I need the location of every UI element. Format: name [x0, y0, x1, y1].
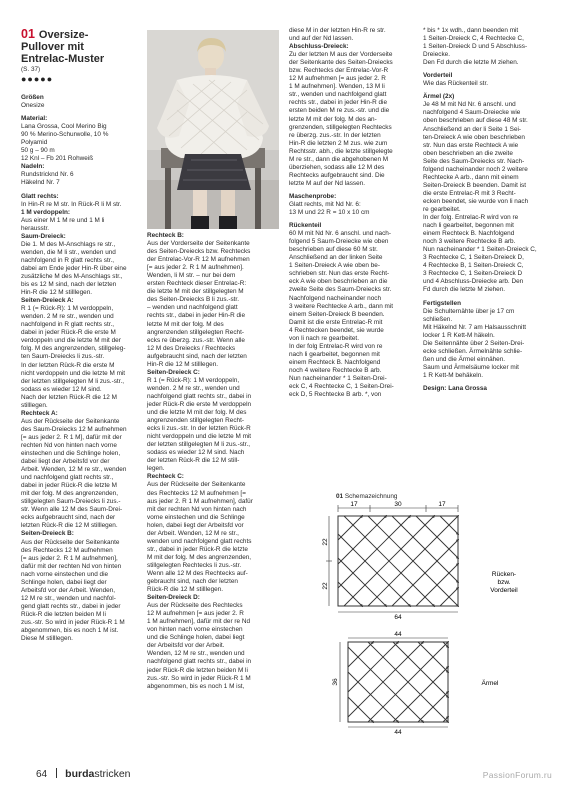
grid-arrow [348, 672, 398, 722]
text-line: aufgebraucht sind, nach der letzten [147, 352, 247, 360]
grid-arrow [348, 642, 373, 667]
text-line: M mit der folg. M des angrenzenden, [147, 553, 252, 561]
text-line: Die Schulternähte über je 17 cm [423, 307, 515, 315]
text-line: einem Seiten-Dreieck B beenden. [289, 310, 385, 318]
page-number: 64 [36, 769, 48, 780]
pattern-number: 01 [21, 27, 35, 41]
text-line: In der folg Entrelac-R wird von re [289, 342, 383, 350]
text-line: Den Fd durch die letzte M ziehen. [423, 59, 519, 67]
text-line: Arbeit. Wenden, 12 M re str., wenden [21, 466, 127, 474]
text-line: eck A wie oben beschrieben an die [289, 278, 388, 286]
back-label-3: Vorderteil [490, 587, 518, 594]
text-line: oben beschrieben auf diese 48 M str. [423, 117, 528, 125]
grid-arrow [338, 558, 386, 606]
text-line: rechten Nd von hinten nach vorne [21, 441, 117, 449]
text-line: die letzte M mit der stillgelegten M [147, 288, 244, 296]
text-line: dafür mit der rechten Nd von hinten [21, 562, 122, 570]
text-line: 1 M aufnehmen]. Wenden, 13 M li [289, 83, 385, 91]
model-photo [147, 30, 279, 229]
grid-arrow [348, 647, 423, 722]
text-line: Nach der letzten Rück-R die 12 M [21, 393, 117, 401]
text-line: noch 3 weitere Rechtecke B arb. [423, 238, 516, 246]
text-line: herausstr. [21, 224, 50, 232]
section-heading: Seiten-Dreieck D: [147, 594, 200, 602]
text-line: zweite Seite des Saum-Dreiecks str. [289, 286, 392, 294]
section-heading: Rechteck B: [147, 232, 184, 239]
back-dim-top-left: 17 [350, 501, 358, 508]
text-line: des Rechtecks 12 M aufnehmen [= [147, 489, 246, 497]
text-line: wenden, die M li str., wenden und [21, 248, 116, 256]
text-line: ersten Rechteck dieser Entrelac-R: [147, 280, 247, 288]
text-line: Nachfolgend nacheinander noch [289, 294, 382, 302]
grid-arrow [338, 516, 362, 540]
text-line: folg. M des angrenzenden, stillgeleg- [21, 345, 126, 353]
text-line: Nun nacheinander * 1 Seiten-Drei- [289, 374, 387, 382]
text-line: In der folg. Entrelac-R wird von re [423, 214, 519, 222]
text-line: der letzten stillgelegten M li zus.-str., [147, 441, 251, 449]
text-line: Die Seitennähte über 2 Seiten-Drei- [423, 339, 525, 347]
text-line: 1 M aufnehmen], dafür mit der re Nd [147, 618, 251, 626]
section-heading: Seiten-Dreieck A: [21, 297, 74, 305]
text-line: ecks re überzg. zus.-str. Wenn alle [147, 336, 245, 344]
text-line: str., wenden und nachfolgend glatt [289, 91, 387, 99]
section-heading: Rückenteil [289, 222, 322, 230]
text-line: ßen und die Ärmel einnähen. [423, 355, 506, 363]
grid-arrow [338, 516, 410, 588]
column-3 [289, 27, 419, 399]
text-line: 13 M und 22 R = 10 x 10 cm [289, 209, 370, 217]
text-line: Diese M stilllegen. [21, 635, 73, 643]
text-line: nachfolgend in R glatt rechts str., [21, 321, 115, 329]
sleeve-label: Ärmel [481, 680, 499, 687]
text-line: Saum und Ärmelsäume locker mit [423, 363, 519, 371]
back-dim-bottom: 64 [394, 614, 402, 621]
grid-arrow [338, 582, 362, 606]
text-line: Rück-R die letzten beiden M li [21, 610, 106, 618]
text-line: stillgelegten Rechtecks li zus.-str. [147, 561, 242, 569]
text-line: re gearbeitet. [423, 205, 461, 213]
text-line: Arbeitsfd vor der Arbeit. Wenden, [21, 586, 116, 594]
text-line: mit der folg. M des angrenzenden, [21, 490, 118, 498]
text-line: Nun nacheinander * 1 Seiten-Dreieck C, [423, 246, 537, 254]
sleeve-dim-bottom: 44 [394, 729, 402, 736]
text-line: str., dabei in jeder Rück-R die letzte [147, 545, 248, 553]
text-line: dabei in jeder Rück-R die erste M [21, 329, 116, 337]
text-line: gend glatt rechts str., dabei in jeder [21, 602, 121, 610]
text-line: sodass es wieder 12 M sind. [21, 385, 102, 393]
back-label-2: bzw. [497, 579, 511, 586]
text-line: wenden. 2 M re str., wenden und [147, 384, 240, 392]
text-line: des Seiten-Dreiecks bzw. Rechtecks [147, 248, 251, 256]
section-heading: Rechteck A: [21, 409, 58, 417]
text-line: 12 M des Dreiecks / Rechtecks [147, 344, 236, 352]
text-line: und auf der Nd lassen. [289, 35, 354, 43]
text-line: und die letzte M mit der folg. M des [147, 409, 247, 417]
text-line: abgenommen, bis es noch 1 M ist. [21, 627, 119, 635]
text-line: beschrieben auf diese 60 M str. [289, 246, 378, 254]
text-line: zus.-str. So wird in jeder Rück-R 1 M [147, 674, 251, 682]
text-line: überziehen, sodass alle 12 M des [289, 163, 385, 171]
watermark: PassionForum.ru [482, 770, 552, 780]
text-line: Hin-R die letzten 2 M zus. wie zum [289, 139, 388, 147]
text-line: folgend nacheinander noch 2 weitere [423, 165, 528, 173]
text-line: der letzten Rück-R die 12 M still- [147, 457, 240, 465]
text-line: nachfolgend 4 Saum-Dreiecke wie [423, 109, 521, 117]
text-line: oben beschrieben an die zweite [423, 149, 513, 157]
text-line: ten Saum-Dreiecks li zus.-str. [21, 353, 105, 361]
text-line: einstechen und die Schlinge holen, [21, 450, 121, 458]
text-line: 4 Rechtecke B, 1 Seiten-Dreieck C, [423, 262, 524, 270]
section-heading: Maschenprobe: [289, 192, 337, 200]
text-line: Wenden, li M str. – nur bei dem [147, 272, 236, 280]
text-line: und die Schlinge holen, dabei liegt [147, 634, 245, 642]
text-line: des Rechtecks 12 M aufnehmen [21, 546, 113, 554]
text-line: Anschließend an der li Seite 1 Sei- [423, 125, 522, 133]
text-line: dabei am Ende jeder Hin-R über eine [21, 264, 127, 272]
back-dim-top-mid: 30 [394, 501, 402, 508]
text-line: ecks li zus.-str. In der letzten Rück-R [147, 425, 251, 433]
text-line: schließen. [423, 315, 453, 323]
text-line: letzte M mit der folg. M des an- [289, 115, 377, 123]
text-line: nicht verdoppeln und die letzte M mit [21, 369, 126, 377]
text-line: R 1 (= Rück-R): 1 M verdoppeln, [147, 376, 240, 384]
text-line: wenden. 2 M re str., wenden und [21, 313, 114, 321]
text-line: angrenzenden stillgelegten Recht- [147, 417, 244, 425]
grid-arrow [348, 642, 423, 717]
text-line: 12 M aufnehmen [= aus jeder 2. R [289, 75, 386, 83]
text-line: einem Rechteck B. Nachfolgend [289, 358, 381, 366]
grid-arrow [338, 516, 386, 564]
text-line: grenzenden, stillgelegten Rechtecks [289, 123, 392, 131]
section-heading: Glatt rechts: [21, 192, 59, 200]
text-line: In der letzten Rück-R die erste M [21, 361, 115, 369]
schematic [336, 493, 397, 500]
text-line: 1 R Kett-M behäkeln. [423, 371, 484, 379]
section-heading: Saum-Dreieck: [21, 232, 66, 240]
text-line: des Seiten-Dreiecks B li zus.-str. [147, 296, 239, 304]
text-line: [= aus jeder 2. R 1 M aufnehmen]. [147, 264, 244, 272]
schematic-number: 01 [336, 493, 344, 500]
section-heading: Nadeln: [21, 163, 45, 171]
text-line: [= aus jeder 2. R 1 M aufnehmen], [21, 554, 118, 562]
text-line: jeder Rück-R die erste M verdoppeln [147, 400, 252, 408]
brand-name: burda [65, 768, 95, 780]
text-line: Dreiecke. [423, 51, 450, 59]
text-line: rechts str., dabei in jeder Hin-R die [289, 99, 388, 107]
section-heading: Vorderteil [423, 72, 453, 80]
sleeve-panel [332, 631, 499, 736]
text-line: str. Nun das erste Rechteck A wie [423, 141, 519, 149]
text-line: Aus der Rückseite der Seitenkante [147, 481, 246, 489]
grid-arrow [348, 642, 398, 692]
text-line: von li nach re gearbeitet. [289, 334, 359, 342]
section-heading: Design: Lana Grossa [423, 384, 487, 392]
section-heading: Größen [21, 94, 44, 101]
sleeve-dim-top: 44 [394, 631, 402, 638]
text-line: legen. [147, 465, 165, 473]
text-line: diese M in der letzten Hin-R re str. [289, 27, 386, 34]
text-line: abgenommen, bis es noch 1 M ist, [147, 682, 245, 690]
text-line: bzw. Rechtecks der Entrelac-Vor-R [289, 67, 389, 75]
text-line: Damit ist die erste Entrelac-R mit [289, 318, 383, 326]
text-line: 12 M aufnehmen [= aus jeder 2. R [147, 610, 244, 618]
schematic-title: Schemazeichnung [344, 493, 398, 500]
section-heading: Seiten-Dreieck B: [21, 530, 74, 538]
text-line: holen, dabei liegt der Arbeitsfd vor [147, 521, 244, 529]
back-dim-side-lower: 22 [322, 582, 329, 590]
text-line: Wie das Rückenteil str. [423, 80, 488, 88]
text-line: Seite des Saum-Dreiecks str. Nach- [423, 157, 525, 165]
text-line: einem Rechteck B. Nachfolgend [423, 230, 515, 238]
text-line: Anschließend an der linken Seite [289, 254, 383, 262]
text-line: M re str., dann die abgehobenen M [289, 155, 389, 163]
page-footer [36, 768, 131, 780]
text-line: locker 1 R Kett-M häkeln. [423, 331, 495, 339]
text-line: nachfolgend in R glatt rechts str., [21, 256, 115, 264]
text-line: 90 % Merino-Schurwolle, 10 % [21, 131, 109, 139]
text-line: Rechtecke A arb., dann mit einem [423, 173, 519, 181]
page-reference: (S. 37) [21, 66, 41, 73]
text-line: folgend 5 Saum-Dreiecke wie oben [289, 238, 389, 246]
text-line: nicht verdoppeln und die letzte M mit [147, 433, 252, 441]
text-line: der letzten stillgelegten M li zus.-str., [21, 377, 125, 385]
section-heading: Fertigstellen [423, 299, 461, 307]
title-block [21, 27, 104, 84]
sleeve-dim-side: 36 [332, 678, 339, 686]
text-line: dabei in jeder Rück-R die letzte M [21, 482, 117, 490]
section-heading: Rechteck C: [147, 473, 184, 481]
text-line: Hin-R die 12 M stilllegen. [147, 360, 219, 368]
text-line: nach vorne einstechen und die [21, 570, 109, 578]
text-line: 4 Rechtecken beendet, sie wurde [289, 326, 384, 334]
text-line: letzten Rück-R die 12 M stilllegen. [21, 522, 118, 530]
text-line: 12 M re str., wenden und nachfol- [21, 594, 116, 602]
back-panel [322, 501, 518, 621]
text-line: dabei liegt der Arbeitsfd vor der [21, 458, 110, 466]
text-line: der Arbeitsfd vor der Arbeit. [147, 642, 225, 650]
text-line: letzte M mit der folg. M des [147, 320, 224, 328]
text-line: nach li gearbeitet, begonnen mit [423, 222, 514, 230]
schematic-drawing [318, 500, 548, 770]
text-line: Glatt rechts, mit Nd Nr. 6: [289, 200, 361, 208]
text-line: ecks aufgebraucht sind, nach der [21, 514, 116, 522]
difficulty-dots: ●●●●● [21, 74, 54, 84]
text-line: ersten beiden M re zus.-str. und die [289, 107, 390, 115]
text-line: Wenn alle 12 M des Rechtecks auf- [147, 569, 248, 577]
text-line: Häkelnd Nr. 7 [21, 179, 60, 187]
column-2 [147, 232, 285, 691]
pattern-title-3: Entrelac-Muster [21, 53, 105, 65]
text-line: der Seitenkante des Seiten-Dreiecks [289, 59, 393, 67]
text-line: Rück-R die 12 M stilllegen. [147, 586, 224, 594]
text-line: Die 1. M des M-Anschlags re str., [21, 240, 116, 248]
text-line: 50 g – 90 m [21, 147, 55, 155]
back-label-1: Rücken- [491, 571, 517, 578]
text-line: letzte M auf der Nd lassen. [289, 179, 366, 187]
text-line: der Arbeit. Wenden, 12 M re str., [147, 529, 239, 537]
text-line: des Saum-Dreiecks 12 M aufnehmen [21, 425, 127, 433]
text-line: zus.-str. So wird in jeder Rück-R 1 M [21, 619, 125, 626]
text-line: Rechtecks aufgebraucht sind. Die [289, 171, 385, 179]
text-line: nachfolgend glatt rechts str., dabei in [147, 392, 252, 400]
text-line: Seiten-Dreieck B beenden. Damit ist [423, 181, 527, 189]
text-line: [= aus jeder 2. R 1 M], dafür mit der [21, 433, 122, 441]
text-line: ecken beendet, sie wurde von li nach [423, 197, 529, 205]
text-line: nach li gearbeitet, begonnen mit [289, 350, 380, 358]
text-line: sodass es wieder 12 M sind. Nach [147, 449, 245, 457]
text-line: 3 Rechtecke C, 1 Seiten-Dreieck D [423, 270, 523, 278]
text-line: stillgelegten Saum-Dreiecks li zus.- [21, 498, 121, 506]
text-line: 60 M mit Nd Nr. 6 anschl. und nach- [289, 230, 391, 238]
text-line: zusätzliche M des M-Anschlags str., [21, 272, 123, 280]
text-line: Aus einer M 1 M re und 1 M li [21, 216, 105, 224]
text-line: Schlinge holen, dabei liegt der [21, 578, 107, 586]
text-line: str. Wenn alle 12 M des Saum-Drei- [21, 506, 123, 514]
text-line: Aus der Rückseite des Rechtecks [147, 602, 243, 610]
text-line: re überzg. zus.-str. In der letzten [289, 131, 381, 139]
text-line: In Hin-R re M str. In Rück-R li M str. [21, 200, 122, 208]
text-line: 1 Seiten-Dreieck D und 5 Abschluss- [423, 43, 528, 51]
text-line: die erste Entrelac-R mit 3 Recht- [423, 189, 516, 197]
text-line: Aus der Rückseite der Seitenkante [21, 538, 120, 546]
text-line: und 4 Abschluss-Dreiecke arb. Den [423, 278, 524, 286]
text-line: Onesize [21, 102, 45, 110]
column-4 [423, 27, 553, 393]
text-line: Mit Häkelnd Nr. 7 am Halsausschnitt [423, 323, 526, 331]
text-line: vorne einstechen und die Schlinge [147, 513, 245, 521]
text-line: 12 Knl – Fb 201 Rohweiß [21, 155, 94, 163]
text-line: Aus der Rückseite der Seitenkante [21, 417, 120, 425]
text-line: mit der rechten Nd von hinten nach [147, 505, 247, 513]
text-line: aus jeder 2. R 1 M aufnehmen], dafür [147, 497, 253, 505]
text-line: der Entrelac-Vor-R 12 M aufnehmen [147, 256, 250, 264]
text-line: und nachfolgend glatt rechts str., [21, 474, 114, 482]
text-line: Rechtsstr. abh., die letzte stillgelegte [289, 147, 393, 155]
text-line: stilllegen. [21, 401, 48, 409]
text-line: Lana Grossa, Cool Merino Big [21, 123, 107, 131]
text-line: jeder Rück-R die letzten beiden M li [147, 666, 248, 674]
text-line: wenden und nachfolgend glatt rechts [147, 537, 252, 545]
text-line: Rundstricknd Nr. 6 [21, 171, 74, 179]
text-line: 1 Seiten-Dreieck C, 4 Rechtecke C, [423, 35, 524, 43]
text-line: von hinten nach vorne einstechen [147, 626, 243, 634]
text-line: * bis * 1x wdh., dann beenden mit [423, 27, 519, 34]
text-line: – wenden und nachfolgend glatt [147, 304, 238, 312]
text-line: Zu der letzten M aus der Vorderseite [289, 51, 393, 59]
text-line: gebraucht sind, nach der letzten [147, 578, 238, 586]
section-heading: Material: [21, 115, 48, 123]
section-heading: Ärmel (2x) [423, 93, 455, 101]
text-line: nachfolgend glatt rechts str., dabei in [147, 658, 252, 666]
pattern-title-1: Oversize- [38, 29, 89, 41]
text-line: schrieben str. Nun das erste Recht- [289, 270, 390, 278]
text-line: 3 Rechtecke C, 1 Seiten-Dreieck D, [423, 254, 524, 262]
text-line: ecke schließen. Ärmelnähte schlie- [423, 347, 523, 355]
text-line: Hin-R die 12 M stilllegen. [21, 289, 93, 297]
footer-divider [56, 768, 57, 778]
text-line: 1 Seiten-Dreieck A wie oben be- [289, 262, 380, 270]
section-heading: Abschluss-Dreieck: [289, 43, 349, 51]
brand-suffix: stricken [94, 768, 131, 780]
back-dim-side-upper: 22 [322, 538, 329, 546]
text-line: Je 48 M mit Nd Nr. 6 anschl. und [423, 101, 516, 109]
text-line: Aus der Vorderseite der Seitenkante [147, 240, 250, 248]
column-1 [21, 94, 145, 643]
text-line: bis es 12 M sind, nach der letzten [21, 281, 117, 289]
text-line: noch 4 weitere Rechtecke B arb. [289, 366, 382, 374]
model-photo-image [147, 30, 279, 229]
grid-arrow [338, 534, 410, 606]
text-line: Fd durch die letzte M ziehen. [423, 286, 506, 294]
section-heading: 1 M verdoppeln: [21, 208, 71, 216]
grid-arrow [348, 697, 373, 722]
text-line: 3 weitere Rechtecke A arb., dann mit [289, 302, 394, 310]
text-line: eck C, 4 Rechtecke C, 1 Seiten-Drei- [289, 383, 394, 391]
section-heading: Seiten-Dreieck C: [147, 368, 200, 376]
text-line: eck D, 5 Rechtecke B arb. *, von [289, 391, 382, 399]
text-line: R 1 (= Rück-R): 1 M verdoppeln, [21, 305, 114, 313]
back-dim-top-right: 17 [438, 501, 446, 508]
text-line: rechts str., dabei in jeder Hin-R die [147, 312, 246, 320]
text-line: angrenzenden stillgelegten Recht- [147, 328, 244, 336]
text-line: Wenden, 12 M re str., wenden und [147, 650, 245, 658]
text-line: verdoppeln und die letzte M mit der [21, 337, 121, 345]
pattern-title-2: Pullover mit [21, 41, 84, 53]
text-line: Polyamid [21, 139, 48, 147]
text-line: ten-Dreieck A wie oben beschrieben [423, 133, 525, 141]
